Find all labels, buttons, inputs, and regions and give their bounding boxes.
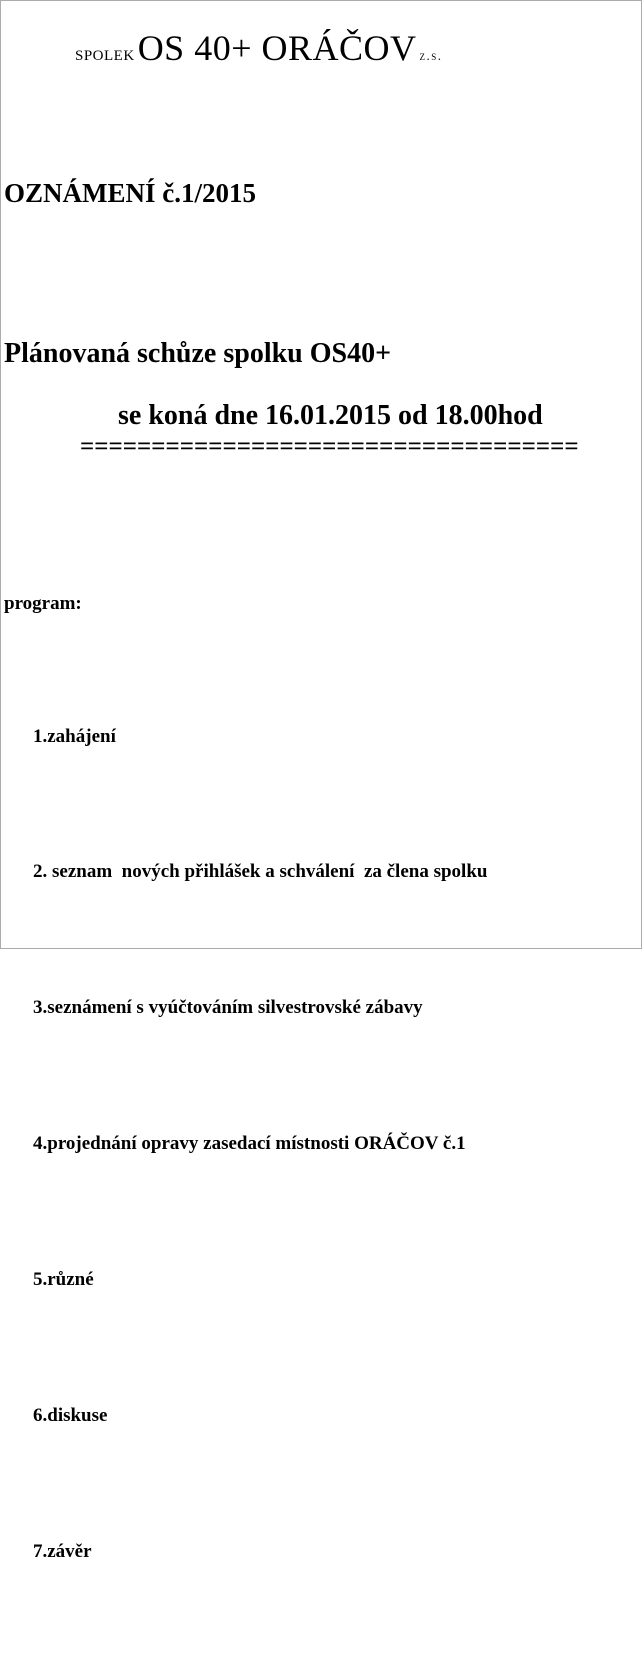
club-name-title: OS 40+ ORÁČOV — [137, 28, 417, 68]
program-item-4: 4.projednání opravy zasedací místnosti ORÁČOV č.1 — [33, 1133, 466, 1155]
program-item-7: 7.závěr — [33, 1540, 92, 1562]
meeting-title: Plánovaná schůze spolku OS40+ — [4, 338, 392, 369]
club-header — [59, 14, 443, 82]
program-item-1: 1.zahájení — [33, 725, 116, 747]
club-name-suffix: z.s. — [419, 48, 443, 63]
divider-line: =================================== — [80, 433, 579, 460]
program-label: program: — [4, 593, 82, 614]
program-item-3: 3.seznámení s vyúčtováním silvestrovské zábavy — [33, 997, 423, 1019]
meeting-datetime: se koná dne 16.01.2015 od 18.00hod — [118, 400, 543, 431]
notice-title: OZNÁMENÍ č.1/2015 — [4, 178, 256, 208]
program-list — [33, 623, 487, 1665]
program-item-5: 5.různé — [33, 1269, 94, 1291]
program-item-2: 2. seznam nových přihlášek a schválení za člena spolku — [33, 861, 488, 883]
program-item-6: 6.diskuse — [33, 1405, 108, 1427]
club-name-prefix: SPOLEK — [75, 48, 135, 64]
